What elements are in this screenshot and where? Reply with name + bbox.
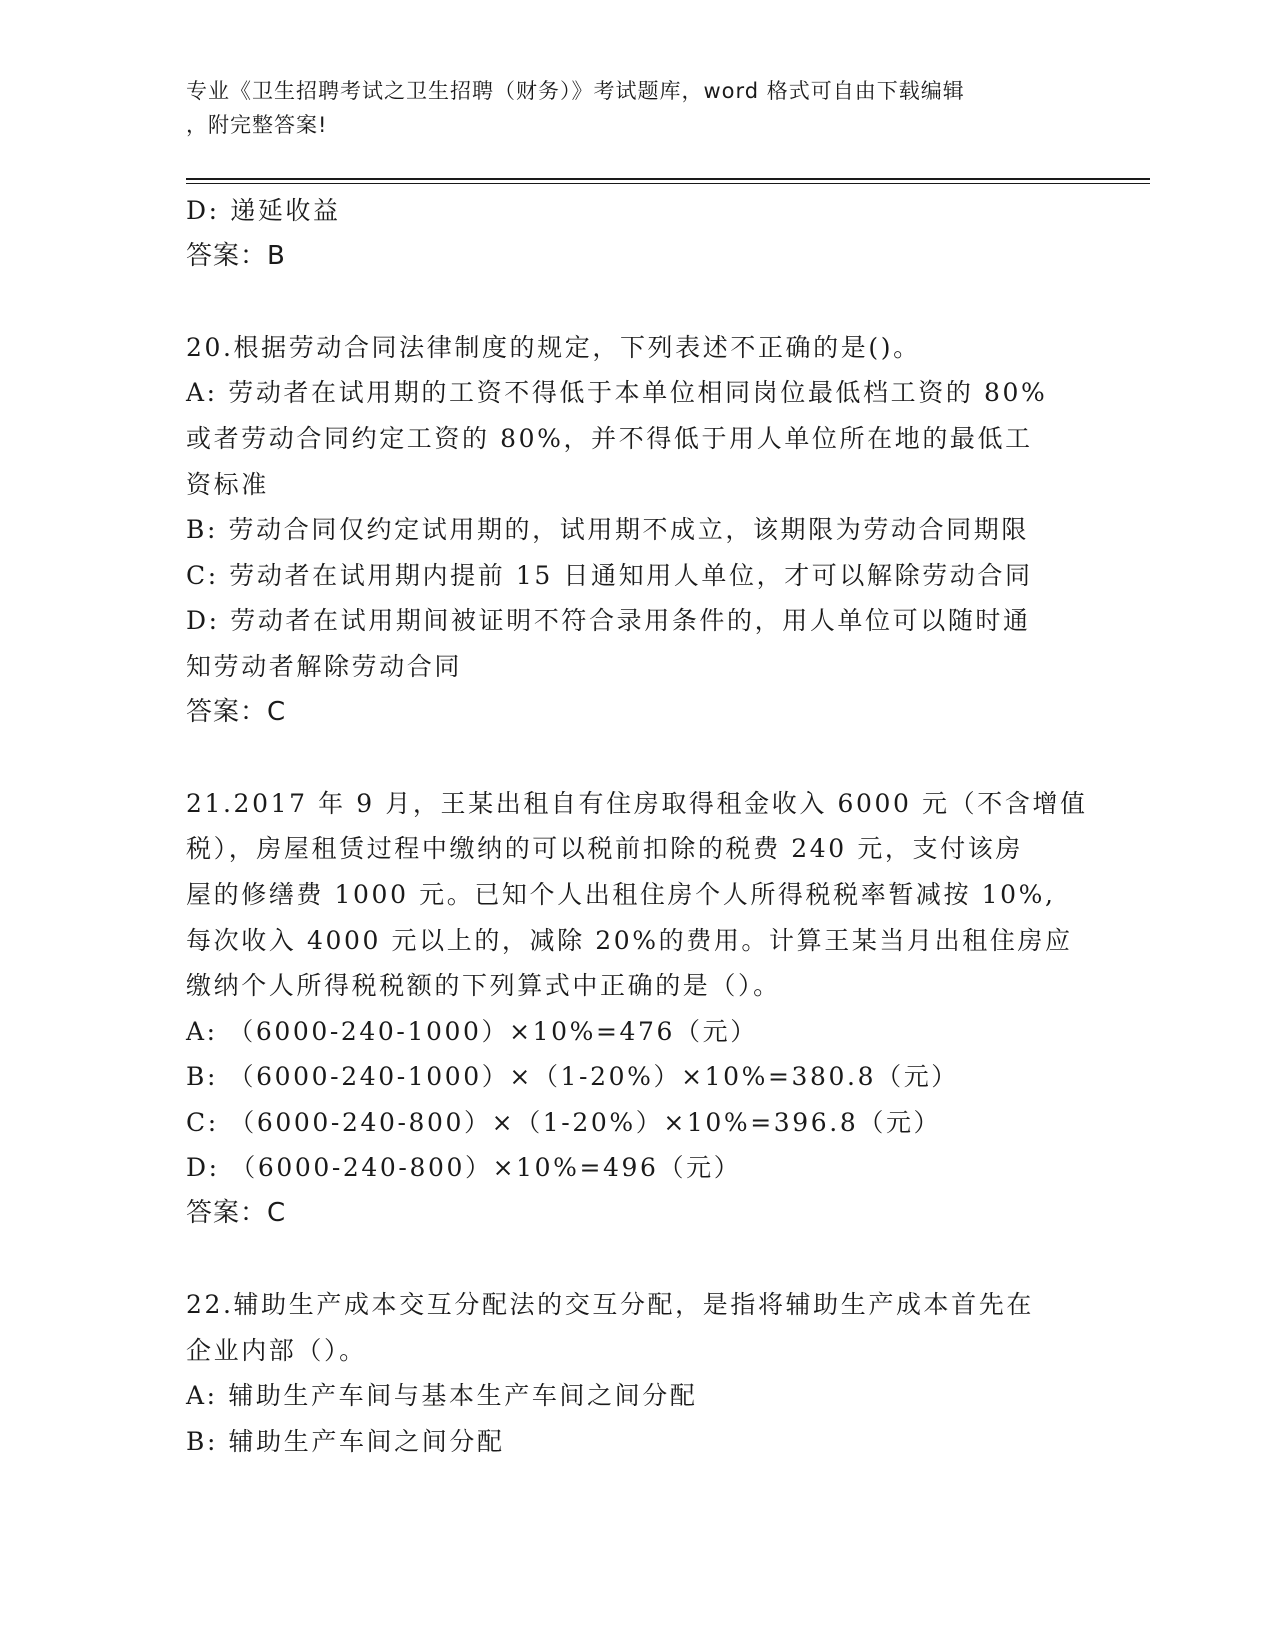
header-divider-thin [186, 183, 1150, 184]
option-a: A: 劳动者在试用期的工资不得低于本单位相同岗位最低档工资的 80% [186, 378, 1048, 408]
question-21 [186, 781, 1086, 1237]
option-a-continued: 或者劳动合同约定工资的 80%，并不得低于用人单位所在地的最低工 [186, 423, 1033, 453]
option-a-continued: 资标准 [186, 469, 269, 499]
question-stem-continued: 每次收入 4000 元以上的，减除 20%的费用。计算王某当月出租住房应 [186, 925, 1073, 955]
question-19-tail [186, 188, 1086, 279]
question-stem-continued: 缴纳个人所得税税额的下列算式中正确的是（）。 [186, 971, 781, 1001]
option-b: B: 劳动合同仅约定试用期的，试用期不成立，该期限为劳动合同期限 [186, 515, 1029, 545]
question-stem-continued: 税），房屋租赁过程中缴纳的可以税前扣除的税费 240 元，支付该房 [186, 834, 1023, 864]
header-line-2: ，附完整答案! [186, 113, 328, 137]
question-20 [186, 325, 1086, 735]
spacer [186, 1237, 1086, 1283]
option-c: C: 劳动者在试用期内提前 15 日通知用人单位，才可以解除劳动合同 [186, 560, 1033, 590]
question-stem: 22.辅助生产成本交互分配法的交互分配，是指将辅助生产成本首先在 [186, 1290, 1034, 1320]
document-header [186, 74, 1066, 142]
option-d: D: 劳动者在试用期间被证明不符合录用条件的，用人单位可以随时通 [186, 606, 1031, 636]
option-d: D: （6000-240-800）×10%=496（元） [186, 1153, 742, 1183]
option-c: C: （6000-240-800）×（1-20%）×10%=396.8（元） [186, 1107, 942, 1137]
header-line-1: 专业《卫生招聘考试之卫生招聘（财务）》考试题库，word 格式可自由下载编辑 [186, 79, 965, 103]
option-a: A: 辅助生产车间与基本生产车间之间分配 [186, 1381, 698, 1411]
question-stem: 21.2017 年 9 月，王某出租自有住房取得租金收入 6000 元（不含增值 [186, 788, 1088, 818]
option-b: B: 辅助生产车间之间分配 [186, 1427, 505, 1457]
option-d-continued: 知劳动者解除劳动合同 [186, 651, 463, 681]
option-b: B: （6000-240-1000）×（1-20%）×10%=380.8（元） [186, 1062, 959, 1092]
spacer [186, 735, 1086, 781]
question-stem: 20.根据劳动合同法律制度的规定，下列表述不正确的是()。 [186, 332, 921, 362]
question-stem-continued: 屋的修缮费 1000 元。已知个人出租住房个人所得税税率暂减按 10%, [186, 879, 1056, 909]
header-divider-thick [186, 178, 1150, 180]
option-a: A: （6000-240-1000）×10%=476（元） [186, 1016, 758, 1046]
question-stem-continued: 企业内部（）。 [186, 1335, 367, 1365]
question-22 [186, 1282, 1086, 1464]
option-d: D: 递延收益 [186, 196, 341, 225]
answer-line: 答案：C [186, 1198, 287, 1229]
answer-line: 答案：B [186, 240, 286, 271]
answer-line: 答案：C [186, 696, 287, 727]
document-body [186, 188, 1086, 1465]
spacer [186, 279, 1086, 325]
